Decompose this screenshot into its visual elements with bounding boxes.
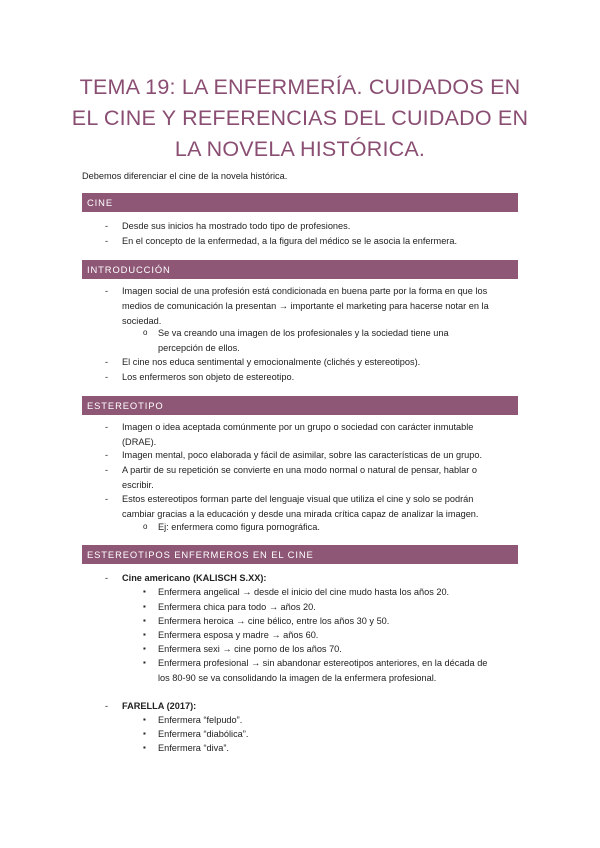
- sub-list-item-text: Enfermera angelical → desde el inicio del cine mudo hasta los años 20.: [158, 587, 450, 597]
- list-item-line: A partir de su repetición se convierte en una modo normal o natural de pensar, hablar o: [122, 465, 477, 475]
- list-item-line: (DRAE).: [122, 436, 157, 447]
- list-item-text: Los enfermeros son objeto de estereotipo.: [122, 372, 295, 382]
- list-item-line: Imagen social de una profesión está condicionada en buena parte por la forma en que los: [122, 286, 488, 296]
- dash-marker: -: [105, 573, 109, 583]
- title-line-2: EL CINE Y REFERENCIAS DEL CUIDADO EN: [71, 106, 529, 130]
- list-item-text: Desde sus inicios ha mostrado todo tipo de profesiones.: [122, 221, 351, 231]
- square-marker: ▪: [143, 658, 146, 667]
- square-marker: ▪: [143, 715, 146, 724]
- dash-marker: -: [105, 701, 109, 711]
- title-line-1: TEMA 19: LA ENFERMERÍA. CUIDADOS EN: [79, 75, 521, 99]
- section-heading-introduccion: INTRODUCCIÓN: [82, 260, 518, 279]
- square-marker: ▪: [143, 743, 146, 752]
- dash-marker: -: [105, 422, 109, 432]
- sub-list-item-line: Se va creando una imagen de los profesionales y la sociedad tiene una: [158, 328, 449, 338]
- page-title: [40, 72, 560, 165]
- sub-list-item-text: Ej: enfermera como figura pornográfica.: [158, 522, 320, 532]
- dash-marker: -: [105, 286, 109, 296]
- group-title-text: FARELLA (2017):: [122, 701, 197, 711]
- list-item-text: El cine nos educa sentimental y emocionalmente (clichés y estereotipos).: [122, 357, 421, 367]
- section-heading-estereotipo: ESTEREOTIPO: [82, 396, 518, 415]
- dash-marker: -: [105, 357, 109, 367]
- dash-marker: -: [105, 372, 109, 382]
- square-marker: ▪: [143, 630, 146, 639]
- circle-marker: o: [143, 522, 148, 531]
- group-title-text: Cine americano (KALISCH S.XX):: [122, 573, 267, 583]
- section-heading-cine: CINE: [82, 193, 518, 212]
- list-item-line: Estos estereotipos forman parte del lenguaje visual que utiliza el cine y solo se podrán: [122, 494, 474, 504]
- sub-list-item-line: los 80-90 se va consolidando la imagen de la enfermera profesional.: [158, 672, 437, 683]
- title-line-3: LA NOVELA HISTÓRICA.: [174, 137, 426, 161]
- square-marker: ▪: [143, 587, 146, 596]
- list-item-text: En el concepto de la enfermedad, a la figura del médico se le asocia la enfermera.: [122, 236, 458, 246]
- list-item-line: cambiar gracias a la educación y desde una mirada crítica capaz de analizar la imagen.: [122, 508, 479, 519]
- sub-list-item-line: Enfermera profesional → sin abandonar estereotipos anteriores, en la década de: [158, 658, 488, 668]
- circle-marker: o: [143, 328, 148, 337]
- dash-marker: -: [105, 450, 109, 460]
- list-item-line: sociedad.: [122, 315, 162, 326]
- list-item-text: Imagen mental, poco elaborada y fácil de asimilar, sobre las características de un grupo.: [122, 450, 483, 460]
- list-item-line: Imagen o idea aceptada comúnmente por un grupo o sociedad con carácter inmutable: [122, 422, 474, 432]
- square-marker: ▪: [143, 616, 146, 625]
- list-item-line: escribir.: [122, 479, 154, 490]
- intro-text: Debemos diferenciar el cine de la novela histórica.: [82, 171, 288, 181]
- square-marker: ▪: [143, 644, 146, 653]
- sub-list-item-text: Enfermera “felpudo”.: [158, 715, 243, 725]
- sub-list-item-text: Enfermera esposa y madre → años 60.: [158, 630, 319, 640]
- dash-marker: -: [105, 221, 109, 231]
- sub-list-item-text: Enfermera sexi → cine porno de los años 70.: [158, 644, 342, 654]
- sub-list-item-text: Enfermera “diabólica”.: [158, 729, 249, 739]
- sub-list-item-line: percepción de ellos.: [158, 342, 240, 353]
- sub-list-item-text: Enfermera “diva”.: [158, 743, 229, 753]
- sub-list-item-text: Enfermera heroica → cine bélico, entre los años 30 y 50.: [158, 616, 390, 626]
- dash-marker: -: [105, 236, 109, 246]
- dash-marker: -: [105, 465, 109, 475]
- square-marker: ▪: [143, 602, 146, 611]
- square-marker: ▪: [143, 729, 146, 738]
- dash-marker: -: [105, 494, 109, 504]
- list-item-line: medios de comunicación la presentan → importante el marketing para hacerse notar en la: [122, 300, 489, 311]
- sub-list-item-text: Enfermera chica para todo → años 20.: [158, 602, 316, 612]
- section-heading-estereotipos-cine: ESTEREOTIPOS ENFERMEROS EN EL CINE: [82, 545, 518, 564]
